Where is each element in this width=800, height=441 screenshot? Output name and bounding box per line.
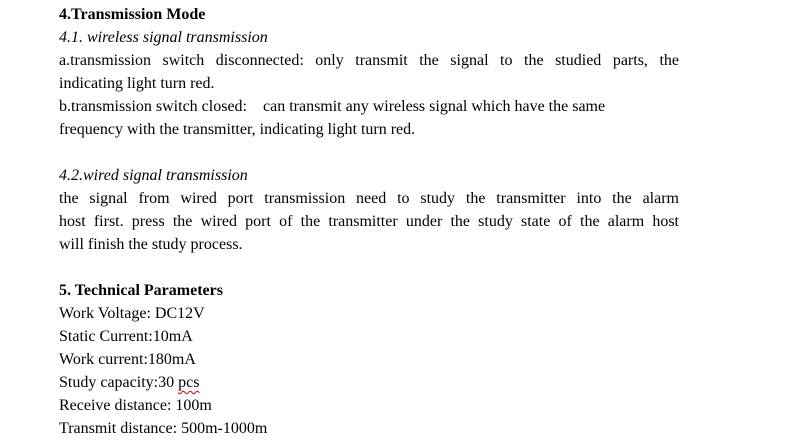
paragraph-a-line-2: indicating light turn red.	[59, 75, 215, 92]
param-work-voltage: Work Voltage: DC12V	[59, 305, 205, 322]
wired-paragraph-line-1: the signal from wired port transmission need to study the transmitter into the alarm	[59, 190, 679, 207]
param-static-current: Static Current:10mA	[59, 328, 193, 345]
param-work-current: Work current:180mA	[59, 351, 196, 368]
param-study-capacity-label: Study capacity:30	[59, 374, 179, 391]
section-4-heading: 4.Transmission Mode	[59, 6, 206, 23]
section-5-heading: 5. Technical Parameters	[59, 282, 223, 299]
wired-paragraph-line-3: will finish the study process.	[59, 236, 243, 253]
blank-line	[59, 256, 679, 279]
paragraph-a-line-1: a.transmission switch disconnected: only transmit the signal to the studied parts, the	[59, 52, 679, 69]
param-receive-distance: Receive distance: 100m	[59, 397, 212, 414]
blank-line	[59, 141, 679, 164]
param-study-capacity	[59, 371, 679, 394]
document-page	[59, 3, 679, 440]
subsection-4-2-heading: 4.2.wired signal transmission	[59, 167, 248, 184]
wired-paragraph-line-2: host first. press the wired port of the transmitter under the study state of the alarm host	[59, 213, 679, 230]
subsection-4-1-heading: 4.1. wireless signal transmission	[59, 29, 268, 46]
paragraph-b-line-2: frequency with the transmitter, indicating light turn red.	[59, 121, 416, 138]
paragraph-b-line-1: b.transmission switch closed: can transmit any wireless signal which have the same	[59, 98, 606, 115]
param-transmit-distance: Transmit distance: 500m-1000m	[59, 420, 268, 437]
param-study-capacity-unit: pcs	[178, 374, 200, 391]
